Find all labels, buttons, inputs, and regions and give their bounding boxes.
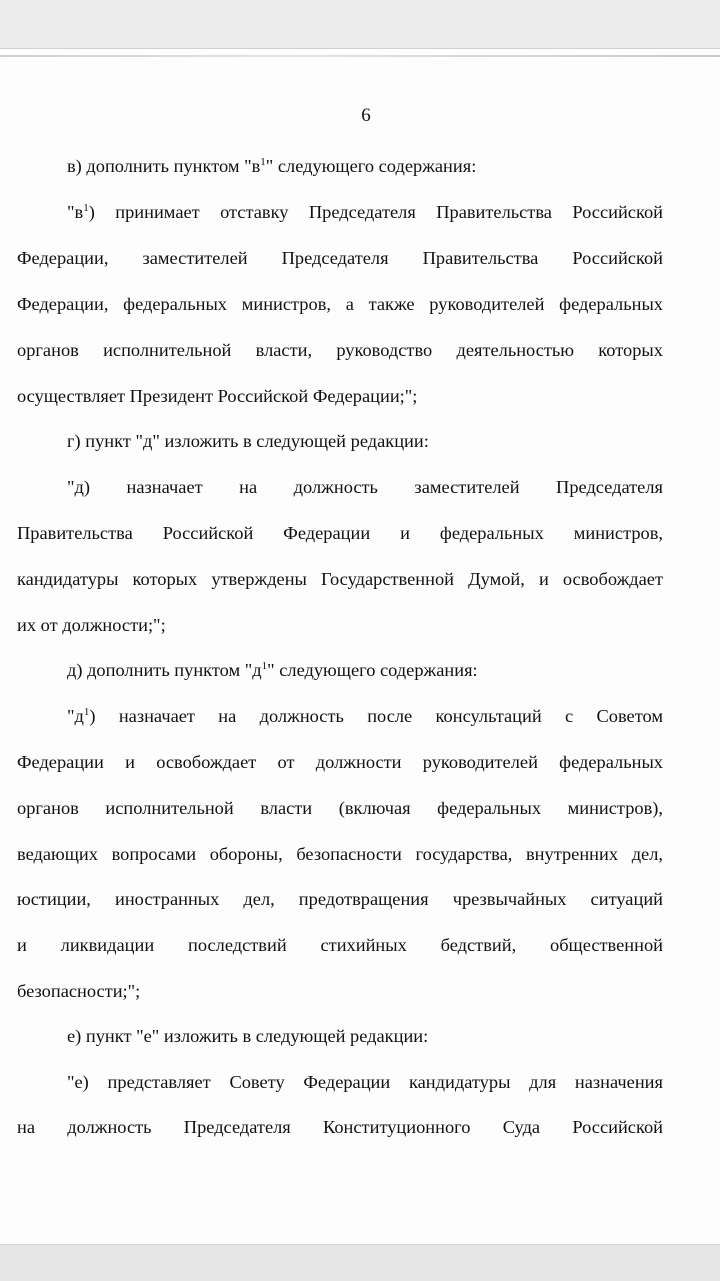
text-line: кандидатуры которых утверждены Государственной Думой, и освобождает (17, 569, 663, 589)
text-line: юстиции, иностранных дел, предотвращения чрезвычайных ситуаций (17, 889, 663, 909)
viewer-top-band (0, 0, 720, 48)
text-line: ведающих вопросами обороны, безопасности государства, внутренних дел, (17, 844, 663, 864)
text-line: г) пункт "д" изложить в следующей редакции: (67, 431, 429, 451)
text-line: и ликвидации последствий стихийных бедствий, общественной (17, 935, 663, 955)
text-line: органов исполнительной власти, руководство деятельностью которых (17, 340, 663, 360)
text-line: "$в^1$) принимает отставку Председателя Правительства Российской (67, 202, 663, 222)
page-number: 6 (361, 105, 371, 126)
document-page (0, 48, 720, 1245)
text-line: "д) назначает на должность заместителей Председателя (67, 477, 663, 497)
text-line: д) дополнить пунктом "$д^1$" следующего содержания: (67, 660, 478, 680)
text-line: Федерации, заместителей Председателя Правительства Российской (17, 248, 663, 268)
text-line: Федерации, федеральных министров, а также руководителей федеральных (17, 294, 663, 314)
text-line: на должность Председателя Конституционного Суда Российской (17, 1117, 663, 1137)
text-line: осуществляет Президент Российской Федерации;"; (17, 386, 418, 406)
text-line: органов исполнительной власти (включая федеральных министров), (17, 798, 663, 818)
text-line: "е) представляет Совету Федерации кандидатуры для назначения (67, 1072, 663, 1092)
text-line: в) дополнить пунктом "$в^1$" следующего содержания: (67, 156, 477, 176)
text-line: безопасности;"; (17, 981, 141, 1001)
text-line: Правительства Российской Федерации и федеральных министров, (17, 523, 663, 543)
text-line: е) пункт "е" изложить в следующей редакции: (67, 1026, 429, 1046)
text-line: их от должности;"; (17, 615, 166, 635)
page-top-edge (0, 55, 720, 57)
viewer-bottom-band (0, 1244, 720, 1281)
text-line: Федерации и освобождает от должности руководителей федеральных (17, 752, 663, 772)
text-line: "$д^1$) назначает на должность после консультаций с Советом (67, 706, 663, 726)
